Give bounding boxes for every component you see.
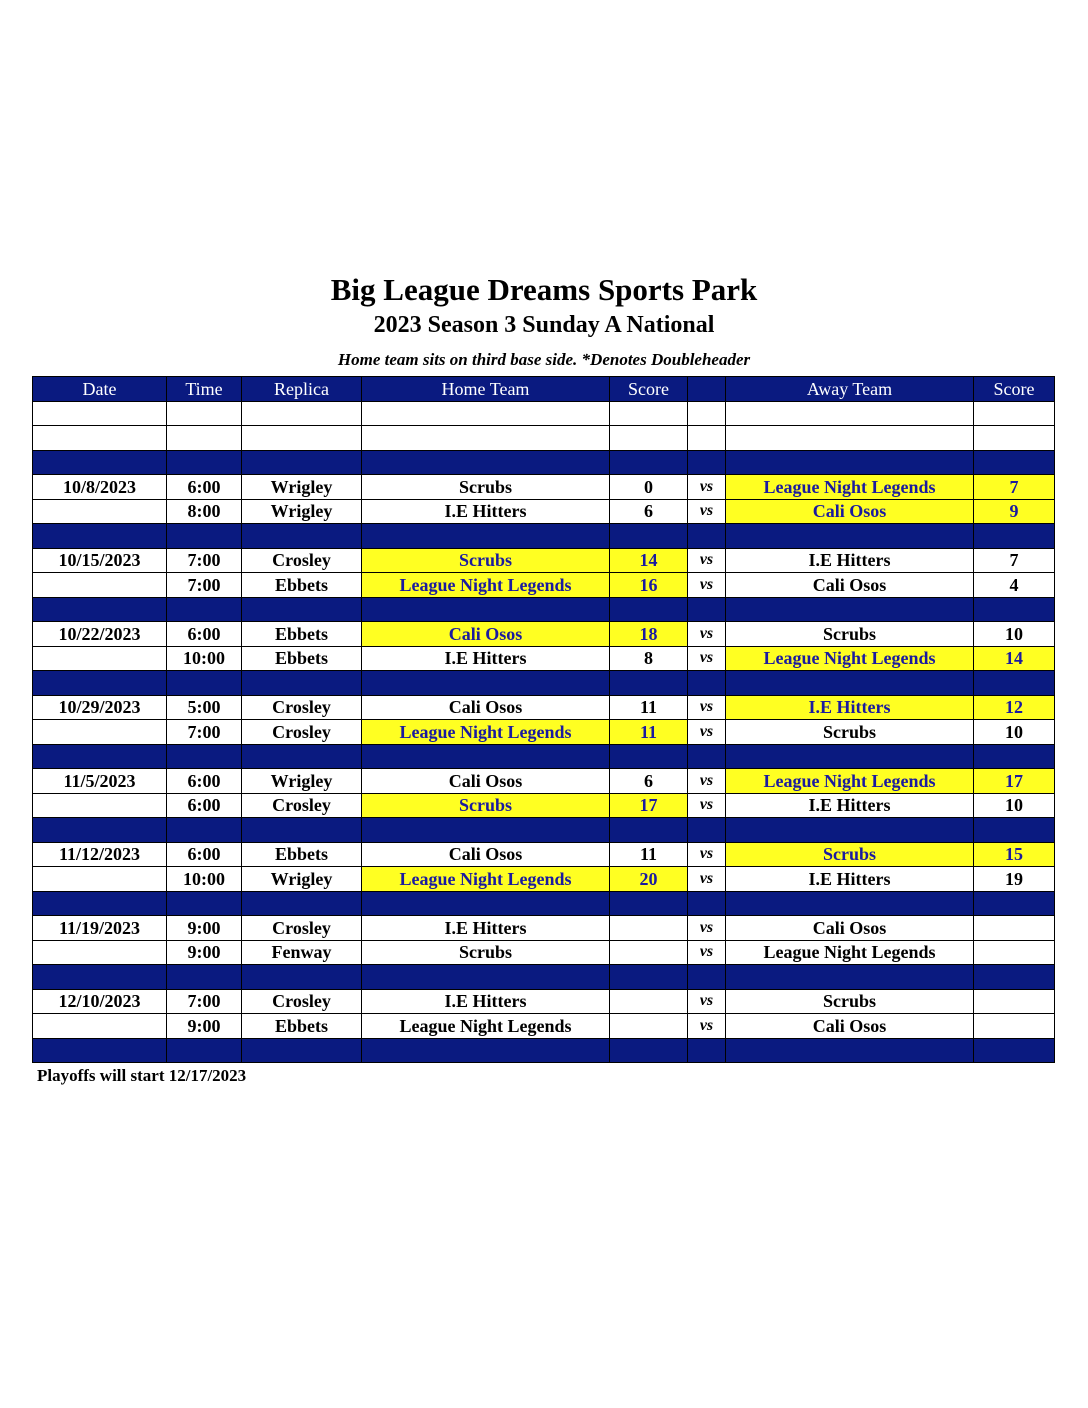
replica-cell: Ebbets (242, 573, 362, 598)
home-score-cell: 18 (610, 622, 688, 647)
home-team-cell (362, 426, 610, 451)
vs-cell (688, 450, 726, 475)
home-score-cell (610, 744, 688, 769)
home-team-cell (362, 891, 610, 916)
replica-cell (242, 524, 362, 549)
home-team-cell (362, 671, 610, 696)
vs-cell (688, 401, 726, 426)
vs-cell: vs (688, 622, 726, 647)
game-row (33, 989, 1055, 1014)
away-score-cell (974, 1014, 1055, 1039)
game-row (33, 646, 1055, 671)
home-score-cell (610, 401, 688, 426)
header-row (33, 377, 1055, 402)
time-cell: 7:00 (167, 989, 242, 1014)
time-cell: 10:00 (167, 646, 242, 671)
home-score-cell: 16 (610, 573, 688, 598)
away-score-cell (974, 1038, 1055, 1063)
time-cell: 9:00 (167, 916, 242, 941)
away-team-cell: Cali Osos (726, 499, 974, 524)
home-score-cell (610, 524, 688, 549)
replica-cell (242, 1038, 362, 1063)
away-score-cell: 7 (974, 475, 1055, 500)
home-team-cell: League Night Legends (362, 720, 610, 745)
vs-cell: vs (688, 769, 726, 794)
away-team-cell (726, 524, 974, 549)
date-cell (33, 867, 167, 892)
away-score-cell (974, 916, 1055, 941)
replica-cell: Wrigley (242, 867, 362, 892)
away-score-cell (974, 818, 1055, 843)
home-team-cell: Cali Osos (362, 695, 610, 720)
blank-row (33, 401, 1055, 426)
game-row (33, 475, 1055, 500)
away-team-cell (726, 965, 974, 990)
home-team-cell (362, 524, 610, 549)
replica-cell: Ebbets (242, 1014, 362, 1039)
time-cell (167, 597, 242, 622)
game-row (33, 940, 1055, 965)
vs-cell (688, 818, 726, 843)
vs-cell: vs (688, 842, 726, 867)
time-cell (167, 450, 242, 475)
away-score-cell: 14 (974, 646, 1055, 671)
replica-cell (242, 818, 362, 843)
schedule-table (32, 376, 1055, 1063)
replica-cell: Wrigley (242, 769, 362, 794)
time-cell (167, 744, 242, 769)
date-cell (33, 524, 167, 549)
away-team-cell (726, 744, 974, 769)
away-score-cell (974, 891, 1055, 916)
time-cell: 9:00 (167, 940, 242, 965)
date-cell (33, 818, 167, 843)
home-team-cell: Scrubs (362, 475, 610, 500)
away-team-cell (726, 891, 974, 916)
time-cell (167, 891, 242, 916)
separator-row (33, 1038, 1055, 1063)
replica-cell (242, 965, 362, 990)
time-cell: 6:00 (167, 622, 242, 647)
away-score-cell (974, 965, 1055, 990)
time-cell (167, 965, 242, 990)
date-cell (33, 573, 167, 598)
replica-cell: Wrigley (242, 475, 362, 500)
date-cell (33, 646, 167, 671)
game-row (33, 867, 1055, 892)
time-cell: 6:00 (167, 842, 242, 867)
home-score-cell (610, 1038, 688, 1063)
away-score-cell: 10 (974, 793, 1055, 818)
replica-cell: Crosley (242, 695, 362, 720)
home-team-cell: Cali Osos (362, 769, 610, 794)
vs-cell: vs (688, 867, 726, 892)
playoffs-note: Playoffs will start 12/17/2023 (37, 1066, 247, 1085)
replica-cell: Crosley (242, 720, 362, 745)
date-cell (33, 401, 167, 426)
date-cell (33, 891, 167, 916)
time-cell: 6:00 (167, 793, 242, 818)
vs-cell (688, 891, 726, 916)
away-team-cell: Cali Osos (726, 1014, 974, 1039)
header-vs (688, 377, 726, 402)
away-score-cell: 15 (974, 842, 1055, 867)
home-score-cell: 11 (610, 695, 688, 720)
away-team-cell: League Night Legends (726, 646, 974, 671)
date-cell (33, 597, 167, 622)
away-team-cell (726, 597, 974, 622)
date-cell (33, 965, 167, 990)
game-row (33, 499, 1055, 524)
home-score-cell: 6 (610, 499, 688, 524)
date-cell (33, 793, 167, 818)
date-cell (33, 1038, 167, 1063)
home-score-cell: 8 (610, 646, 688, 671)
home-score-cell (610, 426, 688, 451)
replica-cell: Crosley (242, 548, 362, 573)
vs-cell: vs (688, 989, 726, 1014)
date-cell (33, 426, 167, 451)
away-score-cell (974, 597, 1055, 622)
home-team-cell: Cali Osos (362, 622, 610, 647)
vs-cell: vs (688, 475, 726, 500)
time-cell: 6:00 (167, 475, 242, 500)
vs-cell (688, 965, 726, 990)
away-team-cell (726, 818, 974, 843)
home-team-cell: Scrubs (362, 940, 610, 965)
date-cell (33, 940, 167, 965)
replica-cell (242, 401, 362, 426)
home-score-cell (610, 1014, 688, 1039)
separator-row (33, 744, 1055, 769)
away-score-cell: 10 (974, 622, 1055, 647)
vs-cell: vs (688, 916, 726, 941)
replica-cell (242, 450, 362, 475)
home-team-cell (362, 450, 610, 475)
header-home-team: Home Team (362, 377, 610, 402)
away-team-cell (726, 671, 974, 696)
away-team-cell: I.E Hitters (726, 867, 974, 892)
page-title: Big League Dreams Sports Park (330, 272, 758, 307)
separator-row (33, 965, 1055, 990)
replica-cell: Ebbets (242, 842, 362, 867)
home-team-cell (362, 818, 610, 843)
away-team-cell: Cali Osos (726, 573, 974, 598)
away-team-cell: Scrubs (726, 989, 974, 1014)
time-cell: 7:00 (167, 573, 242, 598)
home-score-cell: 0 (610, 475, 688, 500)
home-score-cell: 6 (610, 769, 688, 794)
date-cell: 11/12/2023 (33, 842, 167, 867)
time-cell: 5:00 (167, 695, 242, 720)
header-date: Date (33, 377, 167, 402)
home-score-cell (610, 597, 688, 622)
away-team-cell: League Night Legends (726, 769, 974, 794)
replica-cell: Wrigley (242, 499, 362, 524)
game-row (33, 720, 1055, 745)
replica-cell: Crosley (242, 916, 362, 941)
replica-cell (242, 671, 362, 696)
home-team-cell (362, 1038, 610, 1063)
header-home-score: Score (610, 377, 688, 402)
date-cell (33, 744, 167, 769)
time-cell (167, 401, 242, 426)
vs-cell: vs (688, 940, 726, 965)
vs-cell: vs (688, 1014, 726, 1039)
away-team-cell (726, 450, 974, 475)
away-score-cell: 17 (974, 769, 1055, 794)
date-cell: 11/5/2023 (33, 769, 167, 794)
date-cell (33, 450, 167, 475)
time-cell: 6:00 (167, 769, 242, 794)
game-row (33, 548, 1055, 573)
home-score-cell: 17 (610, 793, 688, 818)
date-cell (33, 1014, 167, 1039)
away-team-cell: I.E Hitters (726, 793, 974, 818)
away-team-cell: I.E Hitters (726, 695, 974, 720)
home-team-cell (362, 744, 610, 769)
home-score-cell (610, 989, 688, 1014)
date-cell: 12/10/2023 (33, 989, 167, 1014)
away-score-cell (974, 524, 1055, 549)
time-cell: 10:00 (167, 867, 242, 892)
separator-row (33, 524, 1055, 549)
home-team-cell: League Night Legends (362, 1014, 610, 1039)
home-team-cell: Cali Osos (362, 842, 610, 867)
home-score-cell (610, 891, 688, 916)
home-score-cell (610, 965, 688, 990)
page-subtitle: 2023 Season 3 Sunday A National (373, 312, 715, 338)
home-score-cell (610, 450, 688, 475)
vs-cell (688, 671, 726, 696)
home-team-cell: I.E Hitters (362, 646, 610, 671)
replica-cell: Ebbets (242, 622, 362, 647)
vs-cell: vs (688, 695, 726, 720)
away-team-cell: I.E Hitters (726, 548, 974, 573)
away-score-cell: 12 (974, 695, 1055, 720)
home-score-cell (610, 916, 688, 941)
home-team-cell: League Night Legends (362, 867, 610, 892)
date-cell (33, 499, 167, 524)
header-away-team: Away Team (726, 377, 974, 402)
vs-cell (688, 597, 726, 622)
replica-cell (242, 426, 362, 451)
separator-row (33, 818, 1055, 843)
vs-cell (688, 426, 726, 451)
schedule-body (33, 401, 1055, 1063)
separator-row (33, 671, 1055, 696)
header-away-score: Score (974, 377, 1055, 402)
home-score-cell: 20 (610, 867, 688, 892)
time-cell (167, 524, 242, 549)
away-score-cell: 9 (974, 499, 1055, 524)
time-cell (167, 671, 242, 696)
date-cell: 10/8/2023 (33, 475, 167, 500)
vs-cell (688, 524, 726, 549)
date-cell (33, 720, 167, 745)
time-cell (167, 1038, 242, 1063)
home-team-cell: League Night Legends (362, 573, 610, 598)
game-row (33, 622, 1055, 647)
away-score-cell (974, 671, 1055, 696)
header-time: Time (167, 377, 242, 402)
away-team-cell (726, 1038, 974, 1063)
away-team-cell: Scrubs (726, 622, 974, 647)
home-team-cell: Scrubs (362, 793, 610, 818)
game-row (33, 573, 1055, 598)
time-cell (167, 818, 242, 843)
away-score-cell: 7 (974, 548, 1055, 573)
away-team-cell: Cali Osos (726, 916, 974, 941)
vs-cell: vs (688, 548, 726, 573)
vs-cell (688, 744, 726, 769)
date-cell: 10/15/2023 (33, 548, 167, 573)
header-replica: Replica (242, 377, 362, 402)
home-team-cell: I.E Hitters (362, 499, 610, 524)
home-score-cell (610, 671, 688, 696)
replica-cell: Ebbets (242, 646, 362, 671)
game-row (33, 916, 1055, 941)
home-team-cell: I.E Hitters (362, 989, 610, 1014)
away-score-cell (974, 940, 1055, 965)
game-row (33, 769, 1055, 794)
vs-cell: vs (688, 720, 726, 745)
game-row (33, 1014, 1055, 1039)
away-team-cell: Scrubs (726, 842, 974, 867)
date-cell: 11/19/2023 (33, 916, 167, 941)
away-score-cell: 4 (974, 573, 1055, 598)
game-row (33, 842, 1055, 867)
home-score-cell (610, 818, 688, 843)
away-score-cell (974, 401, 1055, 426)
time-cell: 8:00 (167, 499, 242, 524)
schedule-note: Home team sits on third base side. *Denotes Doubleheader (337, 350, 751, 369)
away-team-cell (726, 401, 974, 426)
home-team-cell: Scrubs (362, 548, 610, 573)
blank-row (33, 426, 1055, 451)
home-score-cell: 11 (610, 720, 688, 745)
away-score-cell (974, 989, 1055, 1014)
away-score-cell (974, 426, 1055, 451)
home-team-cell (362, 597, 610, 622)
home-team-cell: I.E Hitters (362, 916, 610, 941)
time-cell: 7:00 (167, 720, 242, 745)
time-cell: 7:00 (167, 548, 242, 573)
time-cell (167, 426, 242, 451)
date-cell: 10/29/2023 (33, 695, 167, 720)
vs-cell: vs (688, 573, 726, 598)
home-team-cell (362, 401, 610, 426)
away-team-cell (726, 426, 974, 451)
away-score-cell (974, 744, 1055, 769)
replica-cell: Crosley (242, 989, 362, 1014)
separator-row (33, 450, 1055, 475)
away-score-cell: 10 (974, 720, 1055, 745)
home-team-cell (362, 965, 610, 990)
away-team-cell: League Night Legends (726, 475, 974, 500)
vs-cell: vs (688, 646, 726, 671)
date-cell: 10/22/2023 (33, 622, 167, 647)
date-cell (33, 671, 167, 696)
vs-cell (688, 1038, 726, 1063)
home-score-cell (610, 940, 688, 965)
vs-cell: vs (688, 793, 726, 818)
replica-cell: Fenway (242, 940, 362, 965)
replica-cell (242, 597, 362, 622)
vs-cell: vs (688, 499, 726, 524)
home-score-cell: 11 (610, 842, 688, 867)
replica-cell (242, 744, 362, 769)
away-team-cell: League Night Legends (726, 940, 974, 965)
separator-row (33, 597, 1055, 622)
home-score-cell: 14 (610, 548, 688, 573)
separator-row (33, 891, 1055, 916)
game-row (33, 793, 1055, 818)
game-row (33, 695, 1055, 720)
away-team-cell: Scrubs (726, 720, 974, 745)
away-score-cell (974, 450, 1055, 475)
replica-cell (242, 891, 362, 916)
replica-cell: Crosley (242, 793, 362, 818)
time-cell: 9:00 (167, 1014, 242, 1039)
away-score-cell: 19 (974, 867, 1055, 892)
